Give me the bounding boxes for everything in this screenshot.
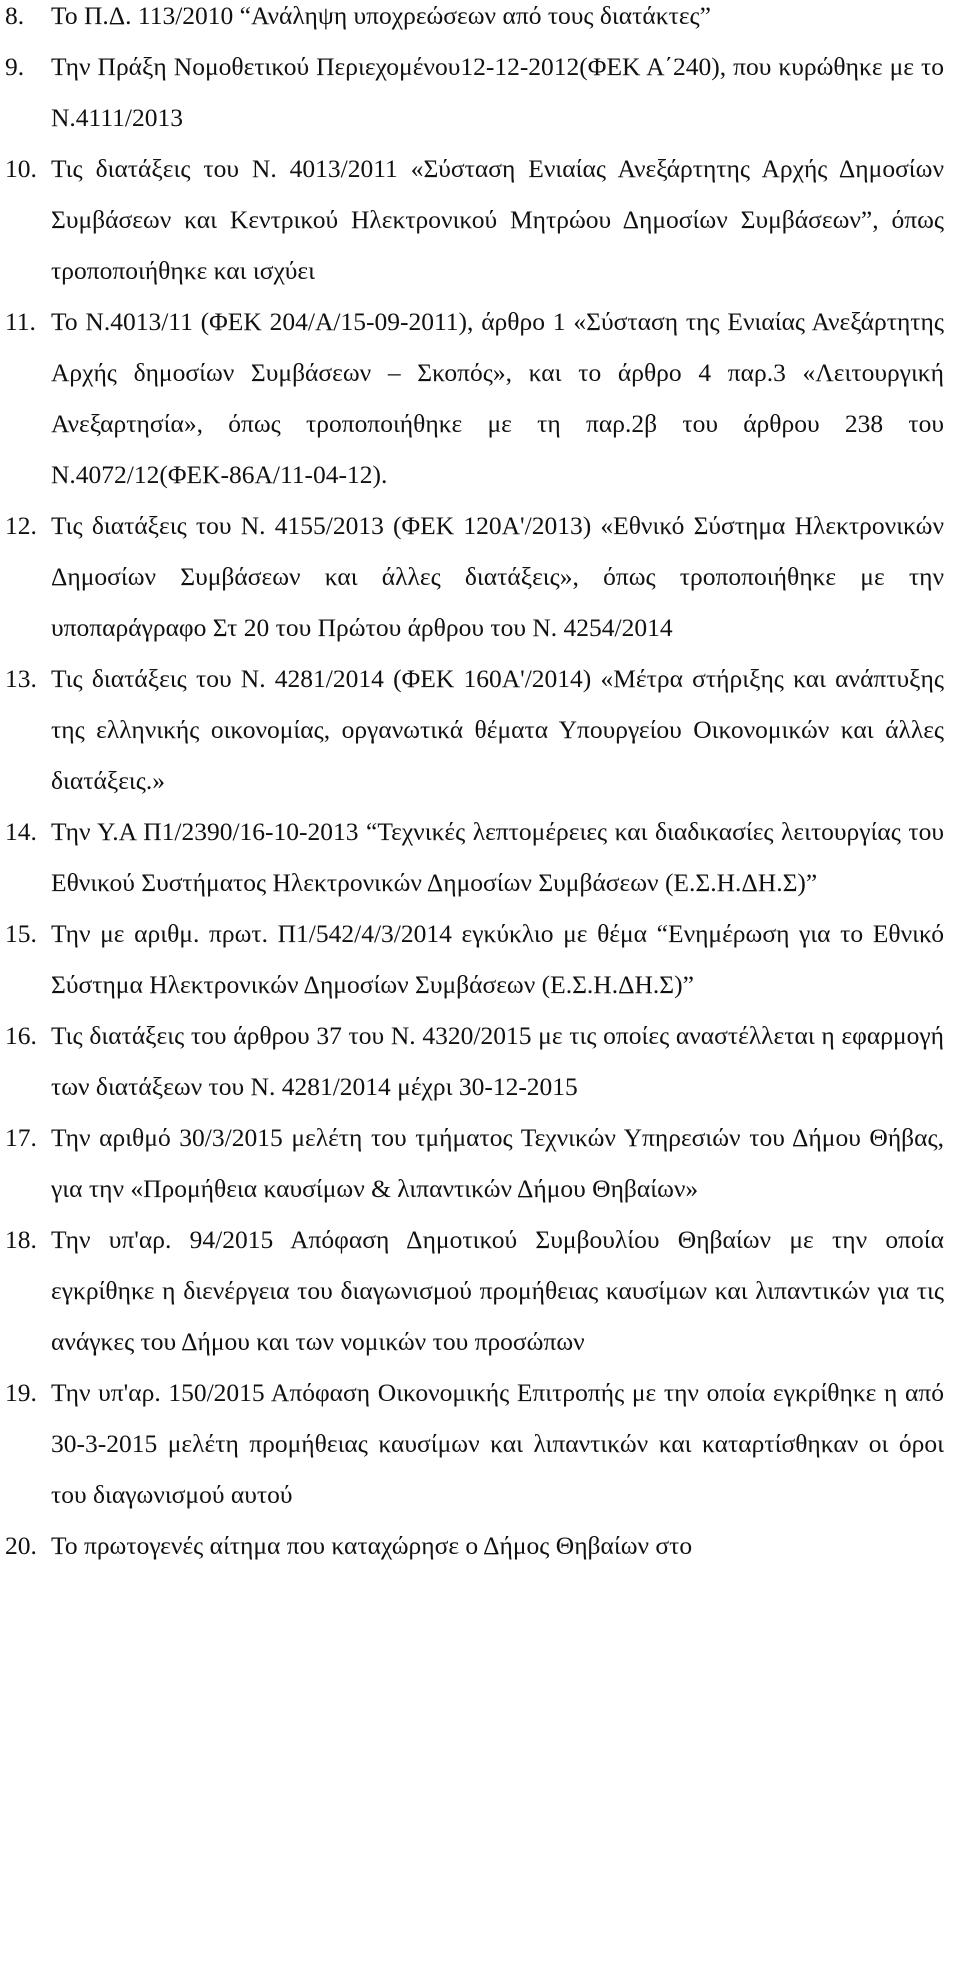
item-text: Το πρωτογενές αίτημα που καταχώρησε ο Δήμος Θηβαίων στο: [51, 1531, 693, 1560]
list-item: [0, 653, 960, 806]
item-number: 12.: [5, 511, 37, 540]
item-number: 10.: [5, 154, 37, 183]
item-text: Τις διατάξεις του Ν. 4281/2014 (ΦΕΚ 160Α'/2014) «Μέτρα στήριξης και ανάπτυξης της ελληνικής οικονομίας, οργανωτικά θέματα Υπουργείου Οικονομικών και άλλες διατάξεις.»: [51, 664, 944, 795]
item-number: 15.: [5, 919, 37, 948]
list-item: [0, 41, 960, 143]
list-item: [0, 1010, 960, 1112]
list-item: [0, 1214, 960, 1367]
item-number: 18.: [5, 1225, 37, 1254]
item-text: Τις διατάξεις του άρθρου 37 του Ν. 4320/2015 με τις οποίες αναστέλλεται η εφαρμογή των διατάξεων του Ν. 4281/2014 μέχρι 30-12-2015: [51, 1021, 944, 1101]
list-item: [0, 143, 960, 296]
item-text: Την υπ'αρ. 94/2015 Απόφαση Δημοτικού Συμβουλίου Θηβαίων με την οποία εγκρίθηκε η διενέργεια του διαγωνισμού προμήθειας καυσίμων και λιπαντικών για τις ανάγκες του Δήμου και των νομικών του προσώπων: [51, 1225, 944, 1356]
item-text: Την υπ'αρ. 150/2015 Απόφαση Οικονομικής Επιτροπής με την οποία εγκρίθηκε η από 30-3-2015 μελέτη προμήθειας καυσίμων και λιπαντικών και καταρτίσθηκαν οι όροι του διαγωνισμού αυτού: [51, 1378, 944, 1509]
item-number: 17.: [5, 1123, 37, 1152]
item-text: Την Πράξη Νομοθετικού Περιεχομένου12-12-2012(ΦΕΚ Α΄240), που κυρώθηκε με το Ν.4111/2013: [51, 52, 944, 132]
item-number: 13.: [5, 664, 37, 693]
item-text: Τις διατάξεις του Ν. 4155/2013 (ΦΕΚ 120Α'/2013) «Εθνικό Σύστημα Ηλεκτρονικών Δημοσίων Συμβάσεων και άλλες διατάξεις», όπως τροποποιήθηκε με την υποπαράγραφο Στ 20 του Πρώτου άρθρου του Ν. 4254/2014: [51, 511, 944, 642]
list-item: [0, 296, 960, 500]
item-text: Το Π.Δ. 113/2010 “Ανάληψη υποχρεώσεων από τους διατάκτες”: [51, 1, 711, 30]
item-number: 19.: [5, 1378, 37, 1407]
item-text: Την Υ.Α Π1/2390/16-10-2013 “Τεχνικές λεπτομέρειες και διαδικασίες λειτουργίας του Εθνικού Συστήματος Ηλεκτρονικών Δημοσίων Συμβάσεων (Ε.Σ.Η.ΔΗ.Σ)”: [51, 817, 944, 897]
list-item: [0, 500, 960, 653]
list-item: [0, 1112, 960, 1214]
item-text: Τις διατάξεις του Ν. 4013/2011 «Σύσταση Ενιαίας Ανεξάρτητης Αρχής Δημοσίων Συμβάσεων και Κεντρικού Ηλεκτρονικού Μητρώου Δημοσίων Συμβάσεων”, όπως τροποποιήθηκε και ισχύει: [51, 154, 944, 285]
item-number: 14.: [5, 817, 37, 846]
item-number: 9.: [5, 52, 25, 81]
item-number: 20.: [5, 1531, 37, 1560]
item-number: 11.: [5, 307, 36, 336]
item-number: 8.: [5, 1, 25, 30]
list-item: [0, 0, 960, 41]
item-text: Την αριθμό 30/3/2015 μελέτη του τμήματος Τεχνικών Υπηρεσιών του Δήμου Θήβας, για την «Προμήθεια καυσίμων & λιπαντικών Δήμου Θηβαίων»: [51, 1123, 944, 1203]
item-text: Την με αριθμ. πρωτ. Π1/542/4/3/2014 εγκύκλιο με θέμα “Ενημέρωση για το Εθνικό Σύστημα Ηλεκτρονικών Δημοσίων Συμβάσεων (Ε.Σ.Η.ΔΗ.Σ)”: [51, 919, 944, 999]
list-item: [0, 806, 960, 908]
list-item: [0, 908, 960, 1010]
item-number: 16.: [5, 1021, 37, 1050]
item-text: Το Ν.4013/11 (ΦΕΚ 204/Α/15-09-2011), άρθρο 1 «Σύσταση της Ενιαίας Ανεξάρτητης Αρχής δημοσίων Συμβάσεων – Σκοπός», και το άρθρο 4 παρ.3 «Λειτουργική Ανεξαρτησία», όπως τροποποιήθηκε με τη παρ.2β του άρθρου 238 του Ν.4072/12(ΦΕΚ-86Α/11-04-12).: [51, 307, 944, 489]
list-item: [0, 1367, 960, 1520]
list-item: [0, 1520, 960, 1571]
